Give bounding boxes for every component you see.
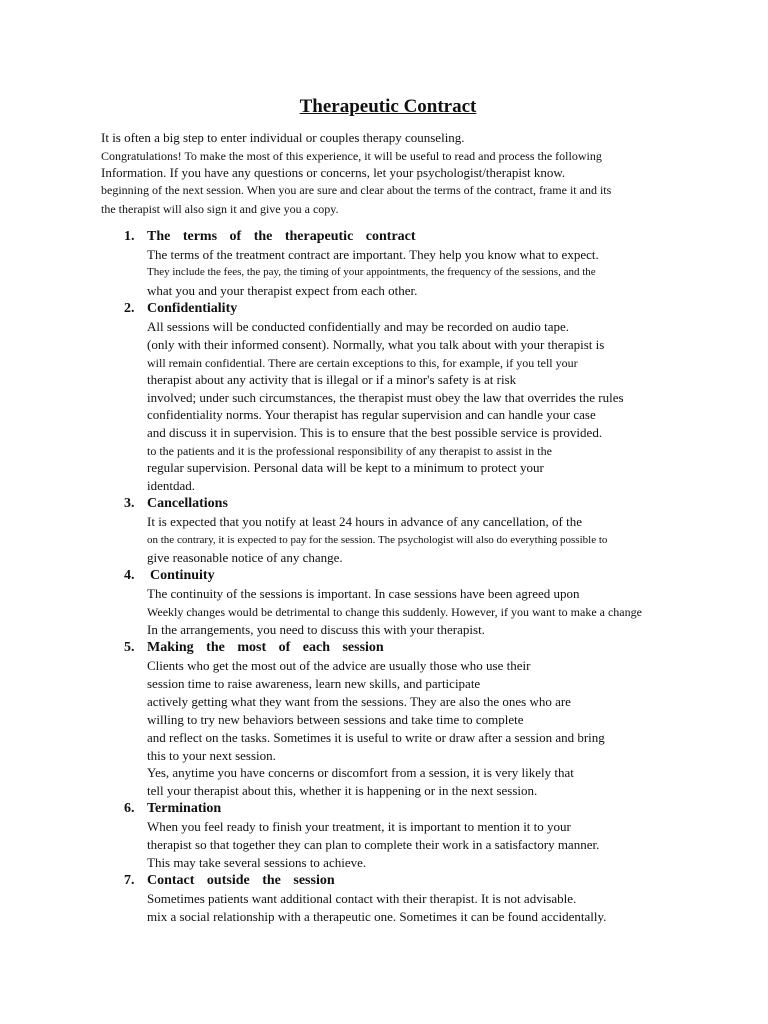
section-line: All sessions will be conducted confidentially and may be recorded on audio tape.	[147, 319, 570, 334]
section-number: 7.	[124, 873, 135, 888]
section-number: 2.	[124, 301, 135, 316]
section-heading: Contact outside the session	[147, 873, 335, 888]
section-line: The terms of the treatment contract are important. They help you know what to expect.	[147, 247, 599, 262]
document-title: Therapeutic Contract	[299, 96, 477, 117]
section-heading: Termination	[147, 801, 222, 816]
section-line: Yes, anytime you have concerns or discomfort from a session, it is very likely that	[147, 765, 574, 780]
section-number: 3.	[124, 496, 135, 511]
section-line: will remain confidential. There are certain exceptions to this, for example, if you tell your	[147, 356, 578, 370]
section-number: 5.	[124, 640, 135, 655]
intro-line: Congratulations! To make the most of this experience, it will be useful to read and process the following	[101, 149, 602, 163]
section-line: therapist about any activity that is illegal or if a minor's safety is at risk	[147, 372, 517, 387]
section-heading: Making the most of each session	[147, 640, 384, 655]
section-line: therapist so that together they can plan to complete their work in a satisfactory manner.	[147, 837, 600, 852]
section-number: 6.	[124, 801, 135, 816]
section-line: It is expected that you notify at least 24 hours in advance of any cancellation, of the	[147, 514, 582, 529]
section-line: mix a social relationship with a therapeutic one. Sometimes it can be found accidentally.	[147, 909, 607, 924]
intro-line: beginning of the next session. When you are sure and clear about the terms of the contract, frame it and its	[101, 183, 612, 197]
section-line: When you feel ready to finish your treatment, it is important to mention it to your	[147, 819, 571, 834]
section-heading: Confidentiality	[147, 301, 238, 316]
section-line: The continuity of the sessions is important. In case sessions have been agreed upon	[147, 586, 580, 601]
section-line: Weekly changes would be detrimental to change this suddenly. However, if you want to make a change	[147, 605, 642, 619]
section-line: and discuss it in supervision. This is to ensure that the best possible service is provided.	[147, 425, 603, 440]
intro-line: Information. If you have any questions or concerns, let your psychologist/therapist know.	[101, 165, 566, 180]
section-line: session time to raise awareness, learn new skills, and participate	[147, 676, 481, 691]
section-line: give reasonable notice of any change.	[147, 550, 343, 565]
intro-line: It is often a big step to enter individual or couples therapy counseling.	[101, 130, 465, 145]
section-line: They include the fees, the pay, the timing of your appointments, the frequency of the sessions, and the	[147, 266, 596, 278]
section-line: This may take several sessions to achieve.	[147, 855, 367, 870]
section-line: regular supervision. Personal data will be kept to a minimum to protect your	[147, 460, 544, 475]
section-line: Clients who get the most out of the advice are usually those who use their	[147, 658, 531, 673]
section-heading: Continuity	[150, 568, 215, 583]
section-line: (only with their informed consent). Normally, what you talk about with your therapist is	[147, 337, 605, 352]
section-heading: Cancellations	[147, 496, 228, 511]
section-number: 4.	[124, 568, 135, 583]
intro-line: the therapist will also sign it and give you a copy.	[101, 202, 339, 216]
section-line: confidentiality norms. Your therapist has regular supervision and can handle your case	[147, 407, 596, 422]
section-line: and reflect on the tasks. Sometimes it is useful to write or draw after a session and bring	[147, 730, 605, 745]
section-heading: The terms of the therapeutic contract	[147, 229, 416, 244]
section-line: tell your therapist about this, whether it is happening or in the next session.	[147, 783, 538, 798]
section-number: 1.	[124, 229, 135, 244]
section-line: on the contrary, it is expected to pay for the session. The psychologist will also do everything possible to	[147, 534, 608, 546]
section-line: this to your next session.	[147, 748, 276, 763]
section-line: willing to try new behaviors between sessions and take time to complete	[147, 712, 524, 727]
section-line: involved; under such circumstances, the therapist must obey the law that overrides the rules	[147, 390, 624, 405]
section-line: to the patients and it is the professional responsibility of any therapist to assist in the	[147, 444, 552, 458]
section-line: In the arrangements, you need to discuss this with your therapist.	[147, 622, 485, 637]
section-line: actively getting what they want from the sessions. They are also the ones who are	[147, 694, 571, 709]
section-line: what you and your therapist expect from each other.	[147, 283, 418, 298]
section-line: Sometimes patients want additional contact with their therapist. It is not advisable.	[147, 891, 577, 906]
section-line: identdad.	[147, 478, 196, 493]
